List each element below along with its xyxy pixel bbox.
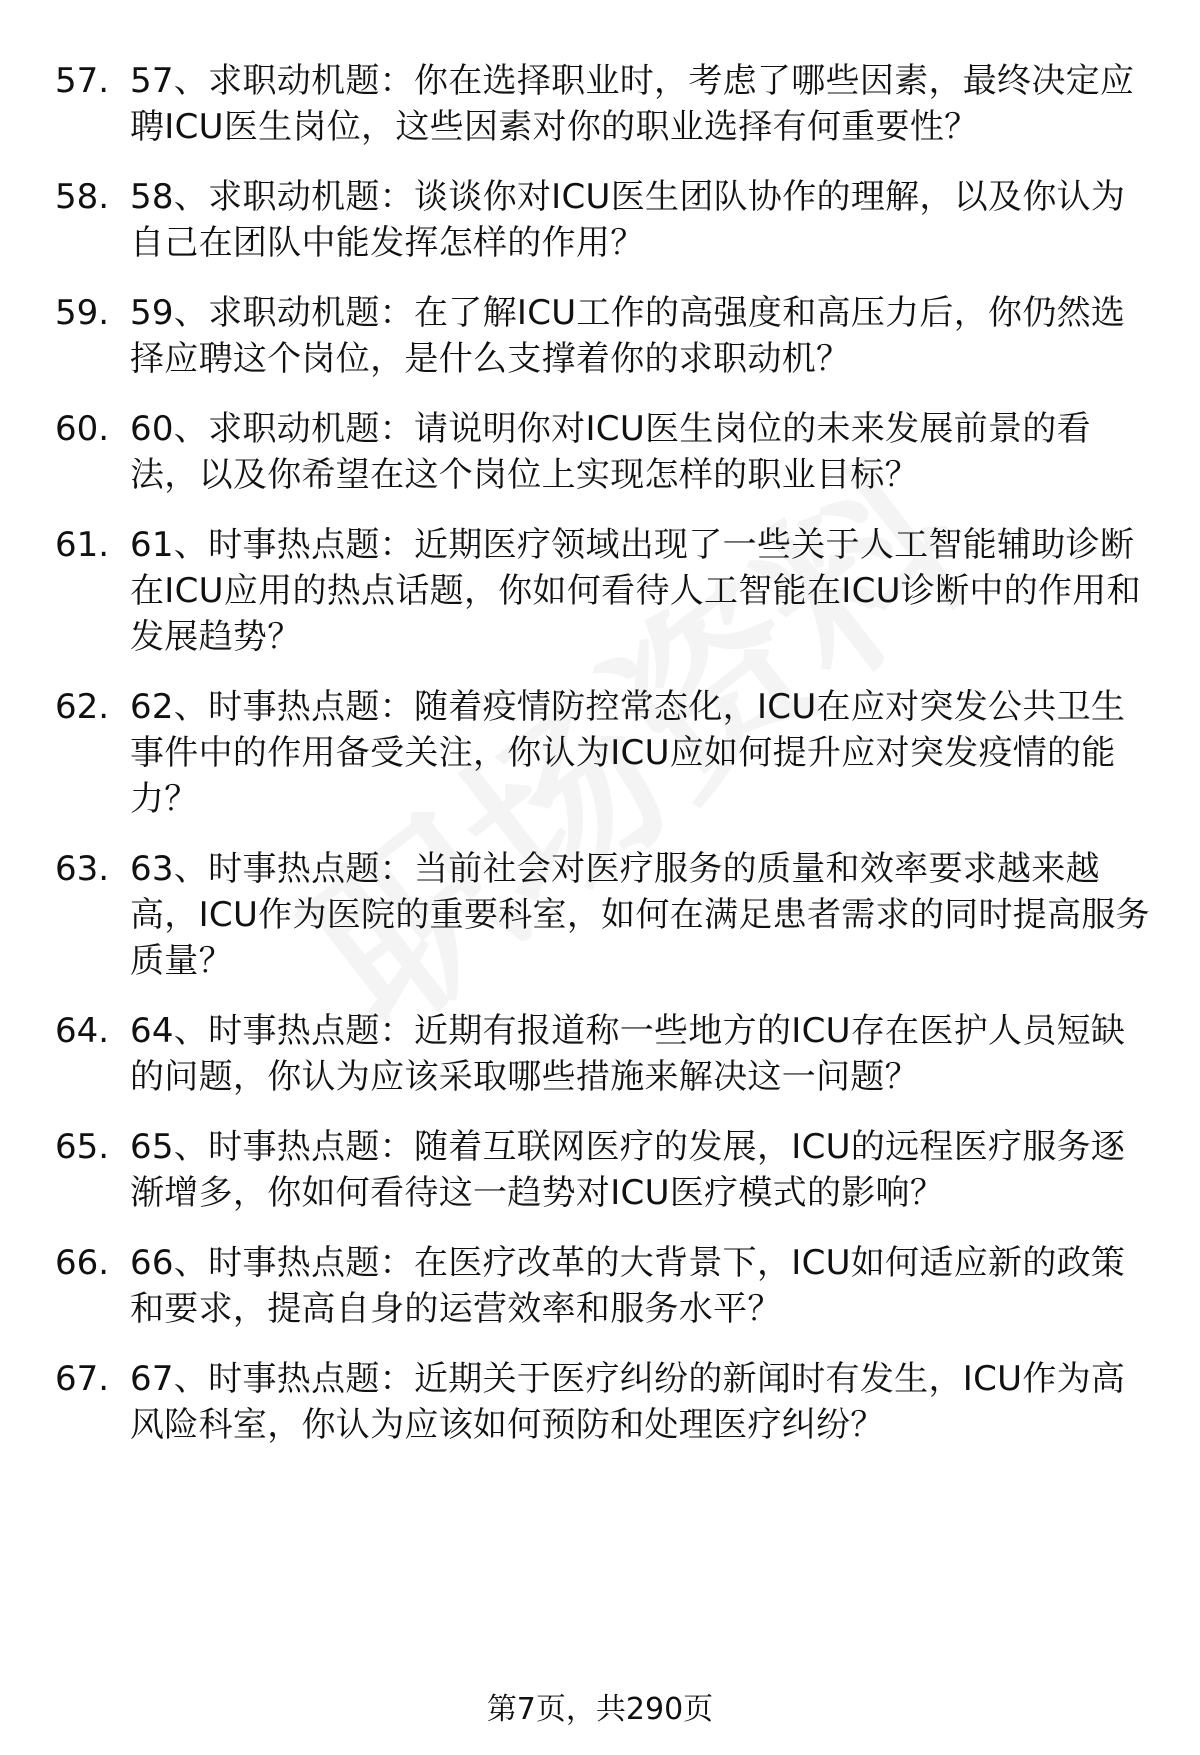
question-text: 63、时事热点题：当前社会对医疗服务的质量和效率要求越来越高，ICU作为医院的重要科室，如何在满足患者需求的同时提高服务质量？ [130,849,1150,981]
question-number: 66. [55,1243,110,1283]
question-number: 67. [55,1359,110,1399]
list-item [0,406,1150,498]
question-number: 63. [55,849,110,889]
question-text: 58、求职动机题：谈谈你对ICU医生团队协作的理解，以及你认为自己在团队中能发挥怎样的作用？ [130,177,1126,263]
list-item [0,290,1150,382]
list-item [0,1008,1150,1100]
question-number: 64. [55,1011,110,1051]
question-number: 61. [55,525,110,565]
question-text: 66、时事热点题：在医疗改革的大背景下，ICU如何适应新的政策和要求，提高自身的运营效率和服务水平？ [130,1243,1126,1329]
question-number: 60. [55,409,110,449]
list-item [0,174,1150,266]
question-list [0,58,1200,1472]
list-item [0,1356,1150,1448]
question-number: 62. [55,687,110,727]
question-number: 65. [55,1127,110,1167]
list-item [0,684,1150,822]
question-number: 57. [55,61,110,101]
question-text: 62、时事热点题：随着疫情防控常态化，ICU在应对突发公共卫生事件中的作用备受关注，你认为ICU应如何提升应对突发疫情的能力？ [130,687,1126,819]
page-footer: 第7页，共290页 [486,1692,714,1727]
question-text: 60、求职动机题：请说明你对ICU医生岗位的未来发展前景的看法，以及你希望在这个岗位上实现怎样的职业目标？ [130,409,1091,495]
question-text: 64、时事热点题：近期有报道称一些地方的ICU存在医护人员短缺的问题，你认为应该采取哪些措施来解决这一问题？ [130,1011,1126,1097]
list-item [0,846,1150,984]
question-number: 58. [55,177,110,217]
question-text: 65、时事热点题：随着互联网医疗的发展，ICU的远程医疗服务逐渐增多，你如何看待这一趋势对ICU医疗模式的影响？ [130,1127,1126,1213]
list-item [0,1240,1150,1332]
question-text: 67、时事热点题：近期关于医疗纠纷的新闻时有发生，ICU作为高风险科室，你认为应该如何预防和处理医疗纠纷？ [130,1359,1126,1445]
list-item [0,58,1150,150]
question-text: 57、求职动机题：你在选择职业时，考虑了哪些因素，最终决定应聘ICU医生岗位，这些因素对你的职业选择有何重要性？ [130,61,1135,147]
question-text: 61、时事热点题：近期医疗领域出现了一些关于人工智能辅助诊断在ICU应用的热点话题，你如何看待人工智能在ICU诊断中的作用和发展趋势？ [130,525,1141,657]
list-item [0,522,1150,660]
question-text: 59、求职动机题：在了解ICU工作的高强度和高压力后，你仍然选择应聘这个岗位，是什么支撑着你的求职动机？ [130,293,1126,379]
list-item [0,1124,1150,1216]
question-number: 59. [55,293,110,333]
